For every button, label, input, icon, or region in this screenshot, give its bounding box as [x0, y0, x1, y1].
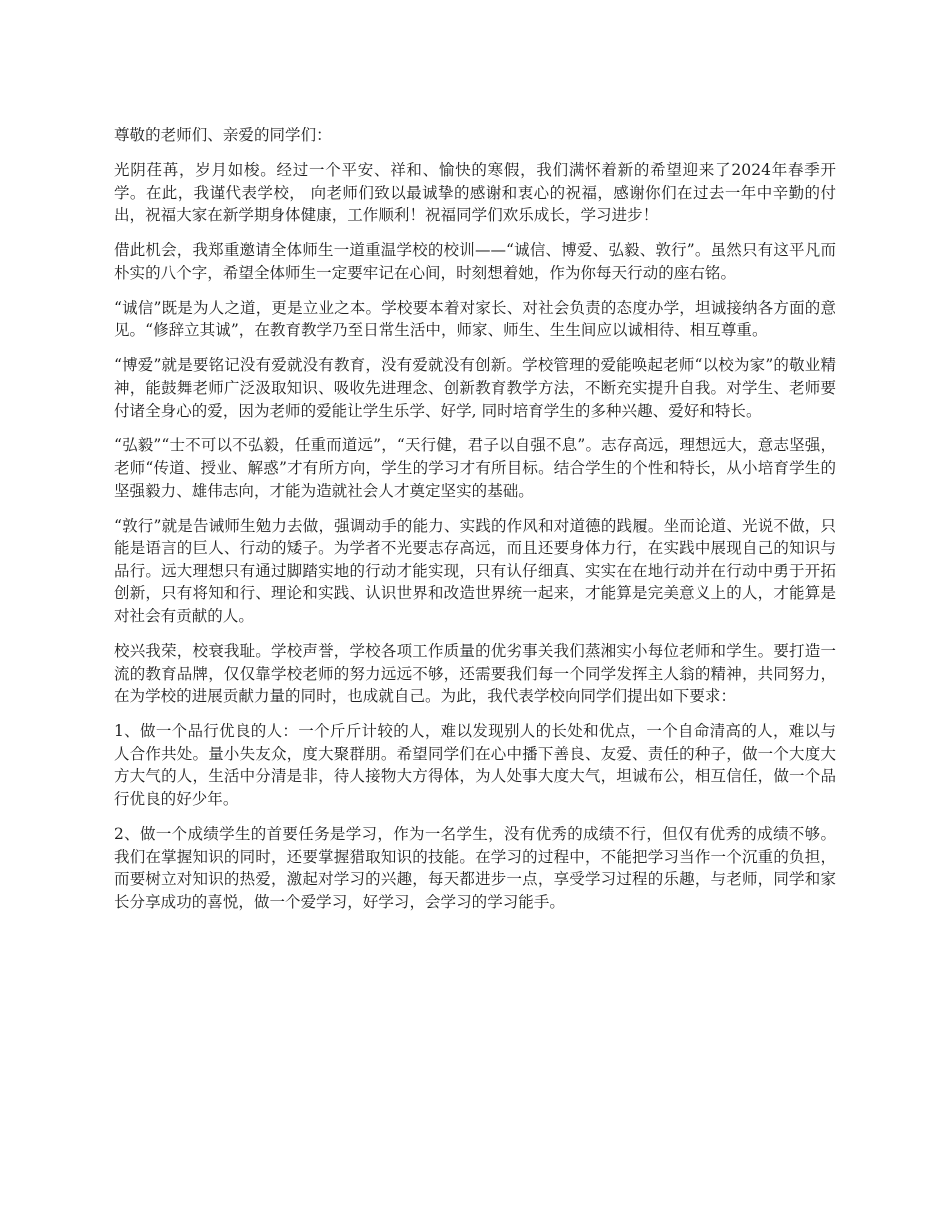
document-body [114, 124, 836, 926]
paragraph-school-honor: 校兴我荣，校衰我耻。学校声誉，学校各项工作质量的优劣事关我们蒸湘实小每位老师和学生。要打造一流的教育品牌，仅仅靠学校老师的努力远远不够，还需要我们每一个同学发挥主人翁的精神，共同努力，在为学校的进展贡献力量的同时，也成就自己。为此，我代表学校向同学们提出如下要求： [114, 642, 836, 706]
paragraph-school-motto: 借此机会，我郑重邀请全体师生一道重温学校的校训——“诚信、博爱、弘毅、敦行”。虽然只有这平凡而朴实的八个字，希望全体师生一定要牢记在心间，时刻想着她，作为你每天行动的座右铭。 [114, 241, 836, 282]
paragraph-requirement-2: 2、做一个成绩学生的首要任务是学习，作为一名学生，没有优秀的成绩不行，但仅有优秀的成绩不够。我们在掌握知识的同时，还要掌握猎取知识的技能。在学习的过程中，不能把学习当作一个沉重的负担，而要树立对知识的热爱，激起对学习的兴趣，每天都进步一点，享受学习过程的乐趣，与老师，同学和家长分享成功的喜悦，做一个爱学习，好学习，会学习的学习能手。 [114, 824, 836, 911]
paragraph-opening: 光阴荏苒，岁月如梭。经过一个平安、祥和、愉快的寒假，我们满怀着新的希望迎来了2024年春季开学。在此，我谨代表学校， 向老师们致以最诚挚的感谢和衷心的祝福，感谢你们在过去一年中辛勤的付出，祝福大家在新学期身体健康，工作顺利！祝福同学们欢乐成长，学习进步！ [114, 160, 836, 225]
paragraph-integrity: “诚信”既是为人之道，更是立业之本。学校要本着对家长、对社会负责的态度办学，坦诚接纳各方面的意见。“修辞立其诚”，在教育教学乃至日常生活中，师家、师生、生生间应以诚相待、相互尊重。 [114, 298, 836, 340]
paragraph-fraternity: “博爱”就是要铭记没有爱就没有教育，没有爱就没有创新。学校管理的爱能唤起老师“以校为家”的敬业精神，能鼓舞老师广泛汲取知识、吸收先进理念、创新教育教学方法，不断充实提升自我。对学生、老师要付诸全身心的爱，因为老师的爱能让学生乐学、好学, 同时培育学生的多种兴趣、爱好和特长。 [114, 356, 836, 420]
paragraph-perseverance: “弘毅”“士不可以不弘毅，任重而道远”，“天行健，君子以自强不息”。志存高远，理想远大，意志坚强，老师“传道、授业、解惑”才有所方向，学生的学习才有所目标。结合学生的个性和特长，从小培育学生的坚强毅力、雄伟志向，才能为造就社会人才奠定坚实的基础。 [114, 436, 836, 500]
paragraph-diligent-action: “敦行”就是告诫师生勉力去做，强调动手的能力、实践的作风和对道德的践履。坐而论道、光说不做，只能是语言的巨人、行动的矮子。为学者不光要志存高远，而且还要身体力行，在实践中展现自己的知识与品行。远大理想只有通过脚踏实地的行动才能实现，只有认仔细真、实实在在地行动并在行动中勇于开拓创新，只有将知和行、理论和实践、认识世界和改造世界统一起来，才能算是完美意义上的人，才能算是对社会有贡献的人。 [114, 516, 836, 626]
paragraph-requirement-1: 1、做一个品行优良的人：一个斤斤计较的人，难以发现别人的长处和优点，一个自命清高的人，难以与人合作共处。量小失友众，度大聚群朋。希望同学们在心中播下善良、友爱、责任的种子，做一个大度大方大气的人，生活中分清是非，待人接物大方得体，为人处事大度大气，坦诚布公，相互信任，做一个品行优良的好少年。 [114, 722, 836, 808]
greeting-line: 尊敬的老师们、亲爱的同学们： [114, 126, 332, 144]
